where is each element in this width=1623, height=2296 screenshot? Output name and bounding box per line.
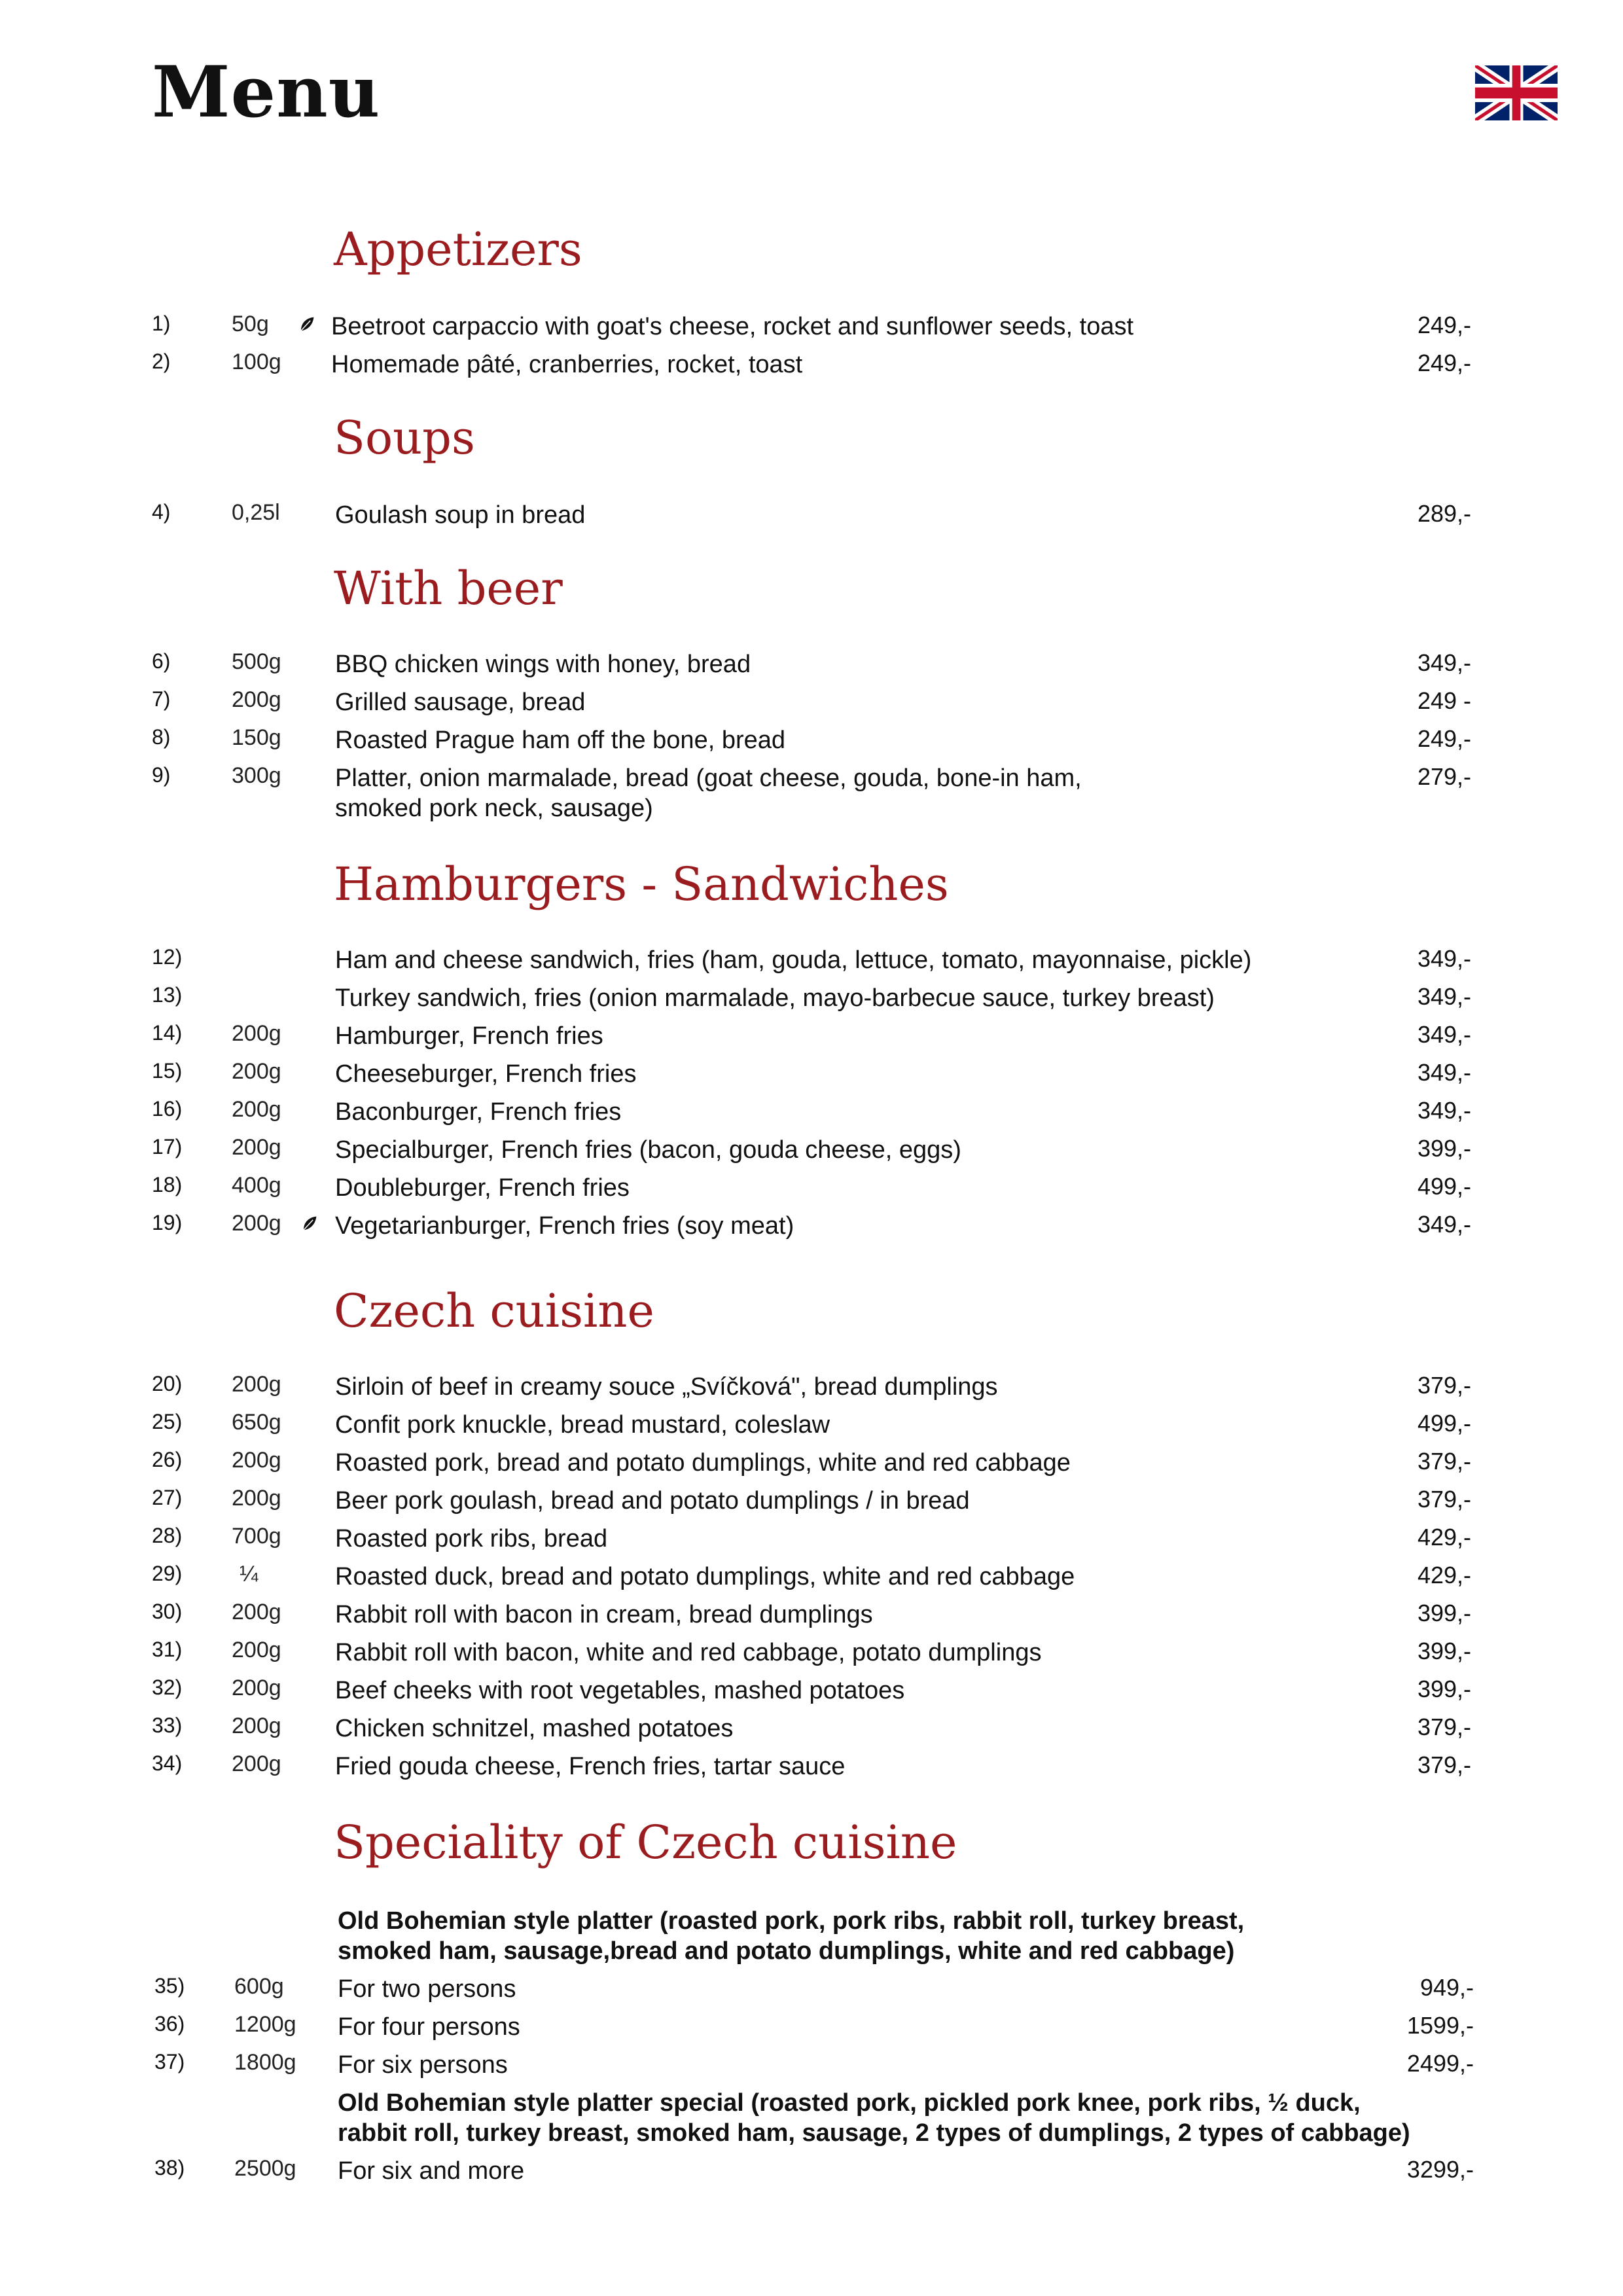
item-number: 12)	[152, 945, 183, 969]
menu-item	[0, 1524, 1623, 1558]
section-heading-soups: Soups	[334, 411, 475, 465]
menu-item	[0, 649, 1623, 683]
item-description: Hamburger, French fries	[335, 1022, 603, 1050]
item-description: Homemade pâté, cranberries, rocket, toast	[331, 351, 803, 378]
item-price: 3299,-	[1406, 2156, 1474, 2183]
platter-special-description-line-1: Old Bohemian style platter special (roasted pork, pickled pork knee, pork ribs, ½ duck,	[338, 2089, 1361, 2117]
item-description: Goulash soup in bread	[335, 501, 586, 529]
item-number: 14)	[152, 1021, 183, 1045]
menu-item	[0, 1135, 1623, 1169]
item-description: Doubleburger, French fries	[335, 1174, 630, 1202]
item-weight: 50g	[232, 312, 269, 336]
item-weight: 700g	[232, 1524, 281, 1549]
menu-item	[0, 1173, 1623, 1207]
item-price: 399,-	[1417, 1676, 1471, 1702]
item-number: 18)	[152, 1173, 183, 1196]
item-weight: 200g	[232, 687, 281, 712]
item-number: 1)	[152, 312, 171, 335]
menu-item	[0, 2156, 1623, 2190]
item-weight: 200g	[232, 1448, 281, 1473]
item-price: 379,-	[1417, 1448, 1471, 1475]
item-number: 30)	[152, 1600, 183, 1623]
section-heading-czech-cuisine: Czech cuisine	[334, 1284, 654, 1338]
menu-item	[0, 1600, 1623, 1634]
item-number: 13)	[152, 983, 183, 1007]
item-description: Confit pork knuckle, bread mustard, coleslaw	[335, 1411, 830, 1439]
item-weight: 200g	[232, 1211, 281, 1236]
item-price: 399,-	[1417, 1135, 1471, 1162]
item-number: 4)	[152, 500, 171, 524]
item-weight: 200g	[232, 1059, 281, 1084]
item-description: Vegetarianburger, French fries (soy meat)	[335, 1212, 794, 1240]
item-price: 379,-	[1417, 1713, 1471, 1740]
item-description: Chicken schnitzel, mashed potatoes	[335, 1715, 734, 1742]
menu-item	[0, 2050, 1623, 2084]
item-number: 26)	[152, 1448, 183, 1471]
item-price: 349,-	[1417, 1097, 1471, 1124]
item-weight: 200g	[232, 1676, 281, 1700]
menu-item	[0, 945, 1623, 979]
item-number: 31)	[152, 1638, 183, 1661]
item-price: 429,-	[1417, 1562, 1471, 1588]
item-weight: 150g	[232, 725, 281, 750]
menu-item	[0, 1372, 1623, 1406]
item-price: 429,-	[1417, 1524, 1471, 1551]
item-description: Cheeseburger, French fries	[335, 1060, 637, 1088]
platter-description-line-2: smoked ham, sausage,bread and potato dumplings, white and red cabbage)	[338, 1937, 1235, 1965]
menu-item	[0, 1211, 1623, 1245]
item-weight: 200g	[232, 1021, 281, 1046]
item-description-line-1: Platter, onion marmalade, bread (goat cheese, gouda, bone-in ham,	[335, 764, 1082, 792]
item-price: 289,-	[1417, 500, 1471, 527]
item-price: 249,-	[1417, 725, 1471, 752]
item-number: 15)	[152, 1059, 183, 1083]
item-weight: ¼	[240, 1562, 259, 1587]
item-weight: 200g	[232, 1372, 281, 1397]
menu-item	[0, 1751, 1623, 1785]
item-number: 25)	[152, 1410, 183, 1433]
item-weight: 400g	[232, 1173, 281, 1198]
item-description: For two persons	[338, 1975, 516, 2003]
item-description: Ham and cheese sandwich, fries (ham, gouda, lettuce, tomato, mayonnaise, pickle)	[335, 946, 1252, 974]
menu-item	[0, 312, 1623, 346]
item-description: Rabbit roll with bacon, white and red cabbage, potato dumplings	[335, 1639, 1042, 1666]
item-description: Beef cheeks with root vegetables, mashed potatoes	[335, 1677, 905, 1704]
item-description: Rabbit roll with bacon in cream, bread dumplings	[335, 1601, 873, 1628]
item-price: 949,-	[1419, 1974, 1474, 2001]
menu-item	[0, 687, 1623, 721]
item-description: For six persons	[338, 2051, 508, 2079]
item-description: Roasted Prague ham off the bone, bread	[335, 726, 786, 754]
item-description: Roasted pork, bread and potato dumplings, white and red cabbage	[335, 1449, 1071, 1477]
section-heading-with-beer: With beer	[334, 562, 563, 615]
item-number: 19)	[152, 1211, 183, 1234]
item-description: Fried gouda cheese, French fries, tartar sauce	[335, 1753, 846, 1780]
item-price: 249 -	[1417, 687, 1471, 714]
item-number: 37)	[154, 2050, 185, 2073]
item-price: 2499,-	[1406, 2050, 1474, 2077]
item-number: 34)	[152, 1751, 183, 1775]
menu-item	[0, 983, 1623, 1017]
item-price: 499,-	[1417, 1173, 1471, 1200]
item-weight: 650g	[232, 1410, 281, 1435]
item-number: 27)	[152, 1486, 183, 1509]
item-weight: 200g	[232, 1638, 281, 1662]
leaf-icon	[298, 315, 315, 332]
item-description: For four persons	[338, 2013, 520, 2041]
menu-item	[0, 763, 1623, 829]
platter-description-line-1: Old Bohemian style platter (roasted pork, pork ribs, rabbit roll, turkey breast,	[338, 1907, 1245, 1935]
item-number: 36)	[154, 2012, 185, 2036]
menu-item	[0, 1638, 1623, 1672]
menu-item	[0, 1097, 1623, 1131]
item-weight: 2500g	[234, 2156, 296, 2181]
item-price: 349,-	[1417, 1021, 1471, 1048]
menu-item	[0, 1486, 1623, 1520]
item-price: 279,-	[1417, 763, 1471, 790]
item-weight: 200g	[232, 1135, 281, 1160]
menu-item	[0, 1448, 1623, 1482]
item-weight: 200g	[232, 1486, 281, 1511]
item-number: 20)	[152, 1372, 183, 1395]
menu-item	[0, 500, 1623, 534]
item-number: 2)	[152, 350, 171, 373]
menu-item	[0, 725, 1623, 759]
menu-item	[0, 1410, 1623, 1444]
leaf-icon	[301, 1215, 318, 1232]
item-weight: 300g	[232, 763, 281, 788]
item-price: 349,-	[1417, 1211, 1471, 1238]
item-weight: 100g	[232, 350, 281, 374]
menu-item	[0, 1562, 1623, 1596]
item-description: For six and more	[338, 2157, 525, 2185]
platter-special-description-line-2: rabbit roll, turkey breast, smoked ham, sausage, 2 types of dumplings, 2 types of cabbage)	[338, 2119, 1410, 2147]
item-number: 29)	[152, 1562, 183, 1585]
item-description: BBQ chicken wings with honey, bread	[335, 651, 751, 678]
item-price: 379,-	[1417, 1751, 1471, 1778]
item-description: Turkey sandwich, fries (onion marmalade, mayo-barbecue sauce, turkey breast)	[335, 984, 1215, 1012]
item-description: Baconburger, French fries	[335, 1098, 622, 1126]
item-number: 17)	[152, 1135, 183, 1158]
item-weight: 1800g	[234, 2050, 296, 2075]
item-price: 1599,-	[1406, 2012, 1474, 2039]
item-number: 9)	[152, 763, 171, 787]
item-description-line-2: smoked pork neck, sausage)	[335, 795, 653, 822]
item-weight: 200g	[232, 1751, 281, 1776]
item-number: 38)	[154, 2156, 185, 2179]
menu-item	[0, 2012, 1623, 2046]
item-weight: 200g	[232, 1600, 281, 1624]
item-description: Roasted pork ribs, bread	[335, 1525, 608, 1552]
item-description: Beetroot carpaccio with goat's cheese, rocket and sunflower seeds, toast	[331, 313, 1134, 340]
item-price: 249,-	[1417, 350, 1471, 376]
item-description: Sirloin of beef in creamy souce „Svíčková", bread dumplings	[335, 1373, 998, 1401]
item-description: Roasted duck, bread and potato dumplings, white and red cabbage	[335, 1563, 1075, 1590]
menu-item	[0, 1059, 1623, 1093]
item-description: Beer pork goulash, bread and potato dumplings / in bread	[335, 1487, 970, 1515]
uk-flag-icon	[1475, 65, 1558, 120]
item-price: 399,-	[1417, 1600, 1471, 1626]
item-weight: 200g	[232, 1713, 281, 1738]
item-price: 379,-	[1417, 1372, 1471, 1399]
menu-item	[0, 1676, 1623, 1710]
menu-item	[0, 1974, 1623, 2008]
item-price: 349,-	[1417, 1059, 1471, 1086]
item-weight: 600g	[234, 1974, 284, 1999]
item-weight: 200g	[232, 1097, 281, 1122]
item-number: 28)	[152, 1524, 183, 1547]
menu-item	[0, 1021, 1623, 1055]
item-price: 379,-	[1417, 1486, 1471, 1513]
item-number: 7)	[152, 687, 171, 711]
section-heading-speciality: Speciality of Czech cuisine	[334, 1816, 957, 1869]
page-title: Menu	[152, 51, 381, 134]
item-price: 349,-	[1417, 649, 1471, 676]
item-weight: 500g	[232, 649, 281, 674]
item-number: 32)	[152, 1676, 183, 1699]
menu-item	[0, 350, 1623, 384]
menu-item	[0, 1713, 1623, 1748]
item-number: 35)	[154, 1974, 185, 1998]
section-heading-hamburgers: Hamburgers - Sandwiches	[334, 857, 949, 911]
item-number: 6)	[152, 649, 171, 673]
item-description: Grilled sausage, bread	[335, 689, 586, 716]
item-number: 8)	[152, 725, 171, 749]
item-weight: 1200g	[234, 2012, 296, 2037]
section-heading-appetizers: Appetizers	[334, 223, 582, 276]
item-number: 33)	[152, 1713, 183, 1737]
item-weight: 0,25l	[232, 500, 280, 525]
item-price: 499,-	[1417, 1410, 1471, 1437]
item-price: 399,-	[1417, 1638, 1471, 1664]
item-description: Specialburger, French fries (bacon, gouda cheese, eggs)	[335, 1136, 961, 1164]
item-price: 349,-	[1417, 983, 1471, 1010]
item-price: 349,-	[1417, 945, 1471, 972]
item-number: 16)	[152, 1097, 183, 1121]
item-price: 249,-	[1417, 312, 1471, 338]
